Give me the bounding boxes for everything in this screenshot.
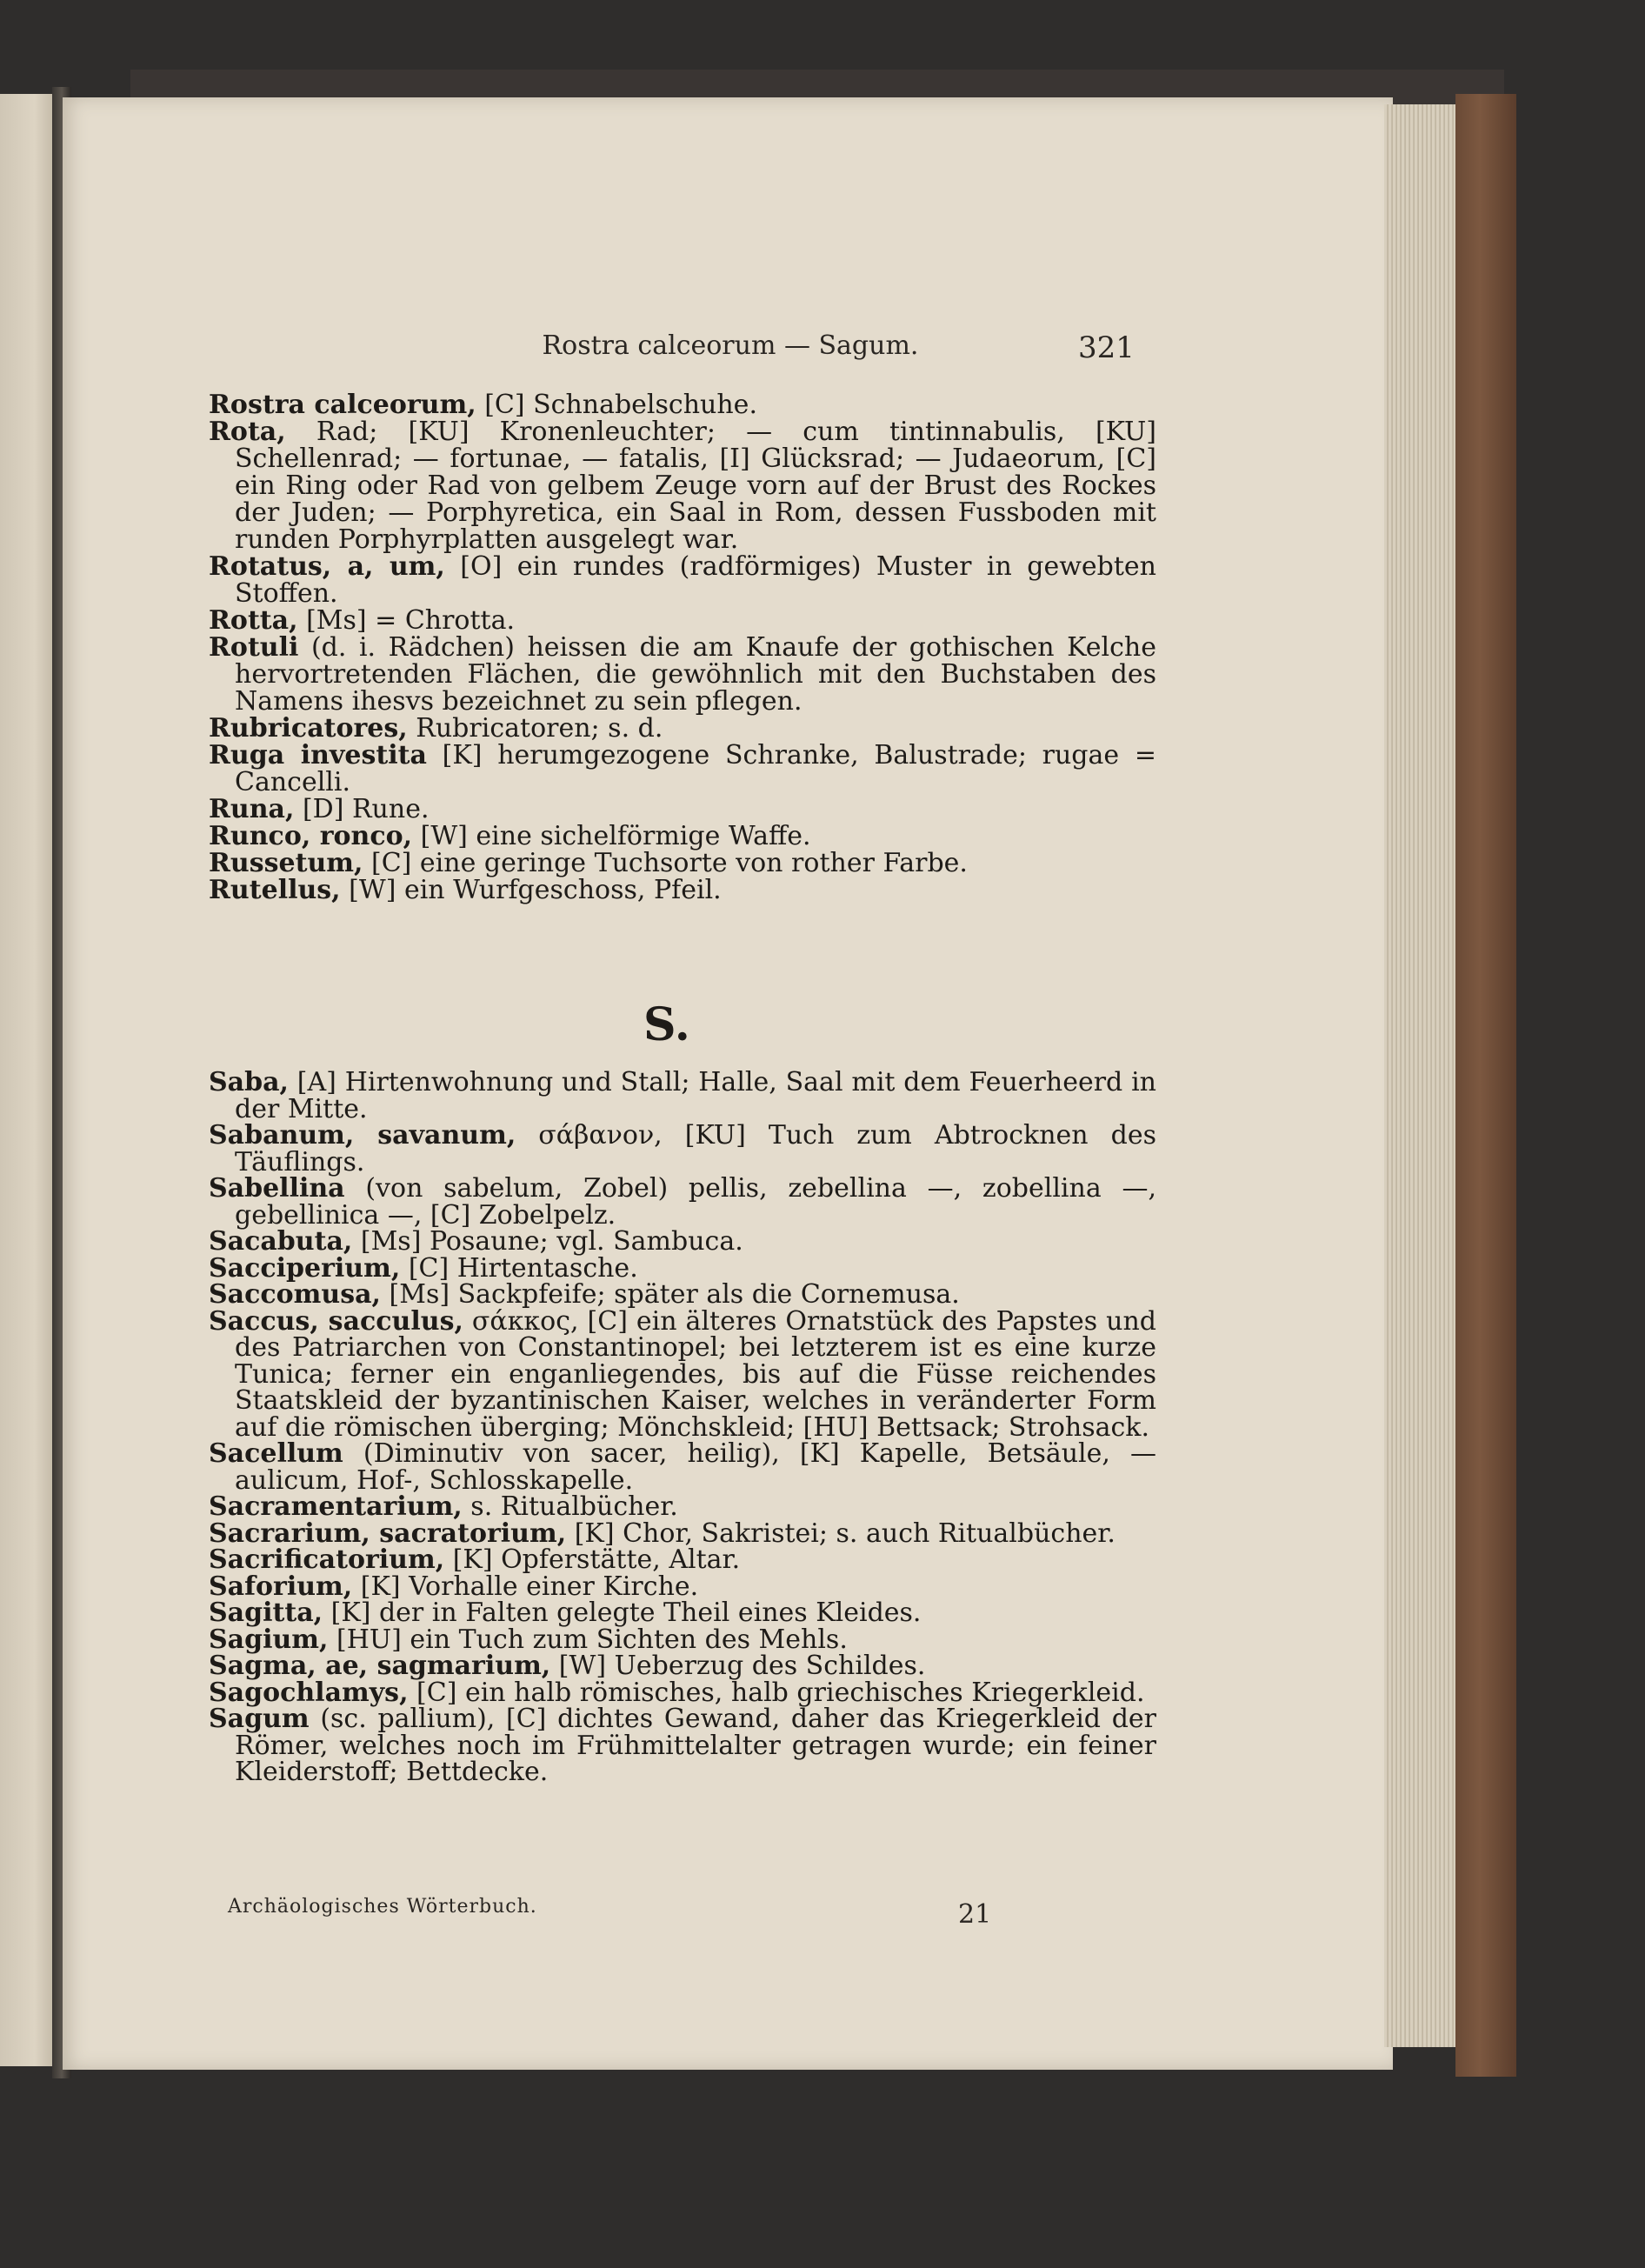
entry-definition: [C] eine geringe Tuchsorte von rother Farbe. [363, 848, 968, 878]
entry-definition: [K] Opferstätte, Altar. [444, 1544, 741, 1575]
entry-headword: Rotuli [209, 632, 299, 663]
dictionary-entry [209, 877, 1156, 904]
entry-definition: [C] ein halb römisches, halb griechisches Kriegerkleid. [408, 1677, 1145, 1708]
dictionary-entry [209, 1438, 1156, 1496]
dictionary-entry [209, 742, 1156, 796]
entry-headword: Sagma, ae, sagmarium, [209, 1651, 551, 1681]
left-page-edge [0, 94, 57, 2066]
entry-definition: [W] eine sichelförmige Waffe. [412, 821, 811, 851]
entry-definition: σάβανον, [KU] Tuch zum Abtrocknen des Täuflings. [235, 1120, 1156, 1177]
entry-headword: Sabellina [209, 1173, 345, 1204]
entry-definition: [O] ein rundes (radförmiges) Muster in gewebten Stoffen. [235, 551, 1157, 609]
dictionary-entry [209, 391, 1156, 418]
section-letter: S. [643, 998, 690, 1051]
dictionary-entry [209, 1600, 1156, 1627]
entry-headword: Saba, [209, 1067, 289, 1097]
dictionary-entry [209, 1491, 1156, 1522]
entry-headword: Saforium, [209, 1571, 353, 1602]
dictionary-entry [209, 607, 1156, 634]
entry-headword: Rotatus, a, um, [209, 551, 445, 582]
entry-headword: Sacrarium, sacratorium, [209, 1518, 567, 1549]
entry-headword: Sacramentarium, [209, 1491, 463, 1522]
entry-definition: s. Ritualbücher. [462, 1491, 678, 1522]
dictionary-entry [209, 1279, 1156, 1310]
entry-definition: [K] herumgezogene Schranke, Balustrade; rugae = Cancelli. [235, 740, 1156, 797]
dictionary-entry [209, 634, 1156, 715]
entry-headword: Runa, [209, 794, 295, 824]
entry-headword: Rostra calceorum, [209, 390, 476, 420]
dictionary-entry [209, 1706, 1156, 1786]
running-head: Rostra calceorum — Sagum. [542, 330, 919, 361]
entry-definition: [K] Chor, Sakristei; s. auch Ritualbücher. [566, 1518, 1116, 1549]
dictionary-entry [209, 715, 1156, 742]
entry-definition: [C] Schnabelschuhe. [476, 390, 757, 420]
dictionary-entry [209, 1653, 1156, 1680]
entry-definition: [Ms] Posaune; vgl. Sambuca. [352, 1226, 743, 1257]
entry-headword: Sagium, [209, 1624, 329, 1655]
entry-definition: [Ms] Sackpfeife; später als die Cornemusa. [380, 1279, 960, 1310]
entry-definition: Rubricatoren; s. d. [407, 713, 663, 744]
entry-definition: [W] ein Wurfgeschoss, Pfeil. [340, 875, 722, 905]
dictionary-entry [209, 823, 1156, 850]
entry-headword: Sacabuta, [209, 1226, 353, 1257]
entry-headword: Saccomusa, [209, 1279, 381, 1310]
entry-headword: Sacrificatorium, [209, 1544, 445, 1575]
entry-headword: Rota, [209, 417, 286, 447]
entry-headword: Russetum, [209, 848, 363, 878]
right-cover-edge [1455, 94, 1516, 2077]
entry-definition: [Ms] = Chrotta. [297, 605, 516, 636]
dictionary-entry [209, 1571, 1156, 1602]
entry-definition: σάκκος, [C] ein älteres Ornatstück des Papstes und des Patriarchen von Constantinopel; bei letzterem ist es eine kurze Tunica; ferner ein enganliegendes, bis auf die Füsse reichendes Staatskleid der byzantinischen Kaiser, welches in veränderter Form auf die römischen überging; Mönchskleid; [HU] Bettsack; Strohsack. [235, 1305, 1156, 1443]
entry-headword: Sabanum, savanum, [209, 1120, 516, 1151]
entry-headword: Ruga investita [209, 740, 427, 770]
entry-definition: (von sabelum, Zobel) pellis, zebellina —, zobellina —, gebellinica —, [C] Zobelpelz. [235, 1173, 1156, 1231]
entry-headword: Sagochlamys, [209, 1677, 409, 1708]
entry-headword: Rutellus, [209, 875, 341, 905]
entry-definition: [A] Hirtenwohnung und Stall; Halle, Saal mit dem Feuerheerd in der Mitte. [235, 1067, 1156, 1124]
page-edges [1384, 104, 1455, 2047]
entry-definition: (sc. pallium), [C] dichtes Gewand, daher das Kriegerkleid der Römer, welches noch im Frühmittelalter getragen wurde; ein feiner Kleiderstoff; Bettdecke. [235, 1704, 1156, 1787]
dictionary-entry [209, 1120, 1156, 1177]
entry-definition: [D] Rune. [294, 794, 430, 824]
entry-headword: Runco, ronco, [209, 821, 413, 851]
entries-s-list [209, 1067, 1156, 1787]
entry-definition: [K] der in Falten gelegte Theil eines Kleides. [323, 1598, 922, 1628]
entry-headword: Sagitta, [209, 1598, 323, 1628]
entry-definition: (Diminutiv von sacer, heilig), [K] Kapelle, Betsäule, — aulicum, Hof-, Schlosskapelle. [235, 1438, 1156, 1496]
entry-headword: Sagum [209, 1704, 310, 1734]
page-number: 321 [1078, 330, 1135, 365]
dictionary-entry [209, 1173, 1156, 1231]
entry-definition: (d. i. Rädchen) heissen die am Knaufe der gothischen Kelche hervortretenden Flächen, die gewöhnlich mit den Buchstaben des Namens ihesvs bezeichnet zu sein pflegen. [235, 632, 1156, 717]
entry-definition: Rad; [KU] Kronenleuchter; — cum tintinnabulis, [KU] Schellenrad; — fortunae, — fatalis, [I] Glücksrad; — Judaeorum, [C] ein Ring oder Rad von gelbem Zeuge vorn auf der Brust des Rockes der Juden; — Porphyretica, ein Saal in Rom, dessen Fussboden mit runden Porphyrplatten ausgelegt war. [235, 417, 1156, 555]
dictionary-entry [209, 1305, 1156, 1443]
sheet-number: 21 [958, 1899, 992, 1930]
entry-headword: Rotta, [209, 605, 298, 636]
entry-headword: Sacellum [209, 1438, 343, 1469]
dictionary-entry [209, 1677, 1156, 1708]
dictionary-entry [209, 1518, 1156, 1549]
printer-signature: Archäologisches Wörterbuch. [228, 1896, 537, 1918]
entry-definition: [W] Ueberzug des Schildes. [550, 1651, 926, 1681]
dictionary-entry [209, 796, 1156, 823]
dictionary-entry [209, 1067, 1156, 1124]
entries-r-list [209, 391, 1156, 904]
entry-definition: [C] Hirtentasche. [400, 1252, 638, 1284]
dictionary-entry [209, 1624, 1156, 1655]
dictionary-entry [209, 418, 1156, 553]
dictionary-entry [209, 1252, 1156, 1284]
entry-definition: [HU] ein Tuch zum Sichten des Mehls. [328, 1624, 848, 1655]
dictionary-entry [209, 553, 1156, 607]
dictionary-entry [209, 1226, 1156, 1257]
entry-headword: Saccus, sacculus, [209, 1305, 463, 1337]
entry-definition: [K] Vorhalle einer Kirche. [352, 1571, 699, 1602]
dictionary-entry [209, 850, 1156, 877]
dictionary-entry [209, 1544, 1156, 1575]
entry-headword: Sacciperium, [209, 1252, 401, 1284]
entry-headword: Rubricatores, [209, 713, 408, 744]
